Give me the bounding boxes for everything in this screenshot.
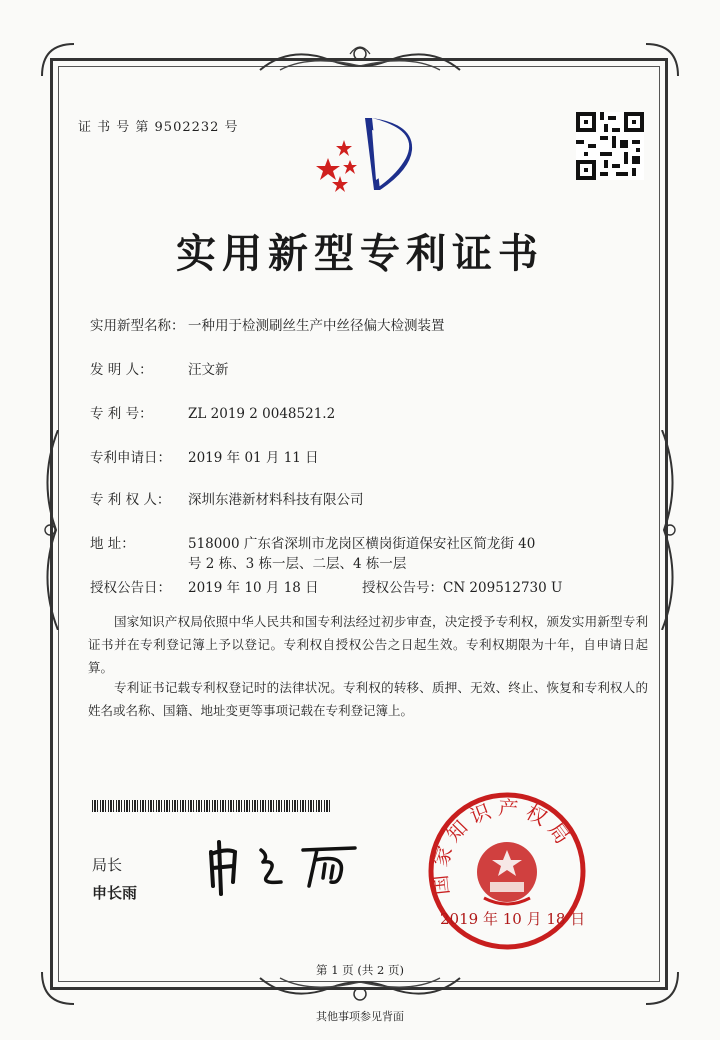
seal-date: 2019 年 10 月 18 日 (440, 910, 586, 928)
field-label: 地 址： (90, 536, 135, 552)
barcode-icon (92, 800, 332, 812)
logo-icon (310, 110, 420, 200)
field-value: 深圳东港新材料科技有限公司 (188, 492, 364, 508)
field-grant-number (362, 578, 562, 598)
page-title: 实用新型专利证书 (176, 230, 544, 277)
field-address (90, 534, 535, 554)
field-value: 2019 年 10 月 18 日 (188, 580, 319, 596)
certificate-number: 证 书 号 第 9502232 号 (78, 120, 239, 135)
director-name: 申长雨 (92, 884, 138, 902)
field-filing-date (90, 448, 319, 468)
director-title: 局长 (92, 856, 123, 874)
top-ornament-icon (250, 40, 470, 80)
field-inventor (90, 360, 229, 380)
paragraph-grant-statement: 国家知识产权局依照中华人民共和国专利法经过初步审查，决定授予专利权，颁发实用新型专利证书并在专利登记簿上予以登记。专利权自授权公告之日起生效。专利权期限为十年，自申请日起算。 (88, 614, 648, 675)
paragraph-legal-status: 专利证书记载专利权登记时的法律状况。专利权的转移、质押、无效、终止、恢复和专利权人的姓名或名称、国籍、地址变更等事项记载在专利登记簿上。 (88, 680, 648, 718)
corner-ornament-icon (38, 40, 78, 80)
right-ornament-icon (656, 430, 682, 630)
field-label: 发 明 人： (90, 362, 153, 378)
field-label: 专 利 权 人： (90, 492, 171, 508)
footer-note: 其他事项参见背面 (316, 1010, 404, 1023)
field-value: 518000 广东省深圳市龙岗区横岗街道保安社区简龙街 40 (188, 536, 536, 552)
field-label: 专 利 号： (90, 406, 153, 422)
field-utility-model-name (90, 316, 445, 336)
signature-icon (205, 838, 365, 896)
field-address-line2: 号 2 栋、3 栋一层、二层、4 栋一层 (188, 556, 407, 572)
field-value: CN 209512730 U (443, 580, 563, 596)
field-value: 2019 年 01 月 11 日 (188, 450, 319, 466)
field-label: 授权公告日： (90, 580, 171, 596)
page-number: 第 1 页 (共 2 页) (316, 963, 404, 977)
corner-ornament-icon (642, 40, 682, 80)
field-value: 汪文新 (188, 362, 229, 378)
field-label: 专利申请日： (90, 450, 171, 466)
field-patent-number (90, 404, 335, 424)
seal-text: 国家知识产权局 (427, 795, 579, 897)
field-label: 授权公告号： (362, 580, 443, 596)
left-ornament-icon (38, 430, 64, 630)
field-value: ZL 2019 2 0048521.2 (188, 406, 336, 422)
field-patentee (90, 490, 364, 510)
field-value: 一种用于检测刷丝生产中丝径偏大检测装置 (188, 318, 445, 334)
field-grant-date (90, 578, 319, 598)
qr-code-icon (576, 112, 644, 180)
field-label: 实用新型名称： (90, 318, 185, 334)
